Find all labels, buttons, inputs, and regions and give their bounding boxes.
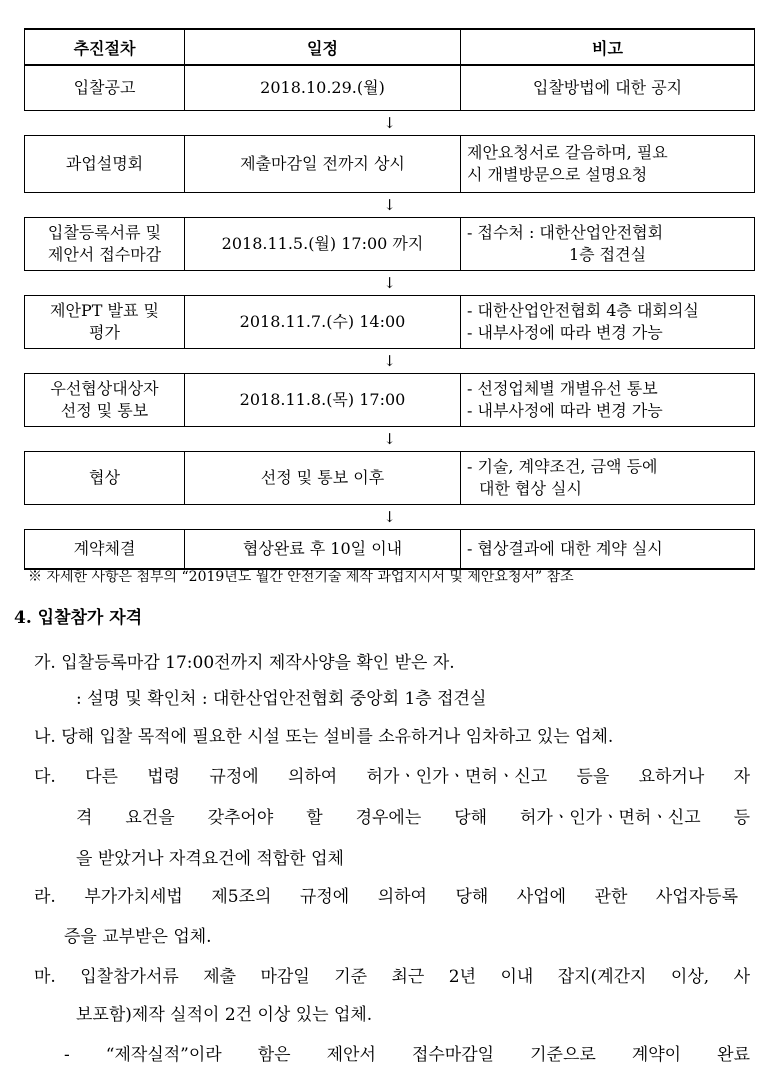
arrow-row xyxy=(25,427,755,452)
note-text: 제안요청서로 갈음하며, 필요 xyxy=(467,143,668,162)
step-cell xyxy=(25,65,185,111)
note-cell xyxy=(461,218,755,271)
note-cell xyxy=(461,296,755,349)
arrow-row xyxy=(25,505,755,530)
table-row xyxy=(25,136,755,193)
step-cell xyxy=(25,452,185,505)
table-header-row xyxy=(25,29,755,65)
table-row xyxy=(25,218,755,271)
note-cell xyxy=(461,374,755,427)
step-text: 제안PT 발표 및 xyxy=(50,301,159,320)
step-text: 우선협상대상자 xyxy=(50,379,159,398)
note-cell xyxy=(461,452,755,505)
down-arrow-icon: ↓ xyxy=(25,111,755,136)
down-arrow-icon: ↓ xyxy=(25,505,755,530)
step-text: 입찰등록서류 및 xyxy=(47,223,162,242)
note-cell xyxy=(461,136,755,193)
step-text: 협상 xyxy=(89,468,120,487)
table-row xyxy=(25,530,755,570)
header-note: 비고 xyxy=(461,29,755,65)
note-text: 대한 협상 실시 xyxy=(479,479,582,498)
step-text: 제안서 접수마감 xyxy=(47,245,162,264)
schedule-cell: 2018.10.29.(월) xyxy=(185,65,461,111)
item-ga: 가. 입찰등록마감 17:00전까지 제작사양을 확인 받은 자. xyxy=(34,653,455,673)
schedule-cell: 2018.11.7.(수) 14:00 xyxy=(185,296,461,349)
note-text: 시 개별방문으로 설명요청 xyxy=(467,165,648,184)
table-row xyxy=(25,296,755,349)
arrow-row xyxy=(25,349,755,374)
note-text: - 접수처 : 대한산업안전협회 xyxy=(467,223,664,242)
step-cell xyxy=(25,136,185,193)
note-cell xyxy=(461,65,755,111)
down-arrow-icon: ↓ xyxy=(25,271,755,296)
down-arrow-icon: ↓ xyxy=(25,427,755,452)
down-arrow-icon: ↓ xyxy=(25,193,755,218)
note-text: - 대한산업안전협회 4층 대회의실 xyxy=(467,301,699,320)
schedule-cell: 협상완료 후 10일 이내 xyxy=(185,530,461,570)
step-cell xyxy=(25,296,185,349)
step-cell xyxy=(25,530,185,570)
step-cell xyxy=(25,218,185,271)
header-schedule: 일정 xyxy=(185,29,461,65)
table-row xyxy=(25,374,755,427)
note-text: - 내부사정에 따라 변경 가능 xyxy=(467,401,663,420)
item-ma-sub: - “제작실적”이라 함은 제안서 접수마감일 기준으로 계약이 완료 xyxy=(64,1045,750,1065)
item-da-line3: 을 받았거나 자격요건에 적합한 업체 xyxy=(76,849,344,869)
item-da-line2: 격 요건을 갖추어야 할 경우에는 당해 허가ㆍ인가ㆍ면허ㆍ신고 등 xyxy=(76,808,750,828)
note-text: - 내부사정에 따라 변경 가능 xyxy=(467,323,663,342)
table-row xyxy=(25,65,755,111)
item-ma-line2: 보포함)제작 실적이 2건 이상 있는 업체. xyxy=(76,1005,373,1025)
item-ra-line2: 증을 교부받은 업체. xyxy=(64,927,212,947)
schedule-cell: 2018.11.8.(목) 17:00 xyxy=(185,374,461,427)
footnote: ※ 자세한 사항은 첨부의 “2019년도 월간 안전기술 제작 과업지시서 및 제안요청서” 참조 xyxy=(28,569,574,585)
note-text: - 기술, 계약조건, 금액 등에 xyxy=(467,457,658,476)
item-ma-line1: 마. 입찰참가서류 제출 마감일 기준 최근 2년 이내 잡지(계간지 이상, 사 xyxy=(34,967,750,987)
item-da-line1: 다. 다른 법령 규정에 의하여 허가ㆍ인가ㆍ면허ㆍ신고 등을 요하거나 자 xyxy=(34,767,750,787)
schedule-cell: 선정 및 통보 이후 xyxy=(185,452,461,505)
arrow-row xyxy=(25,111,755,136)
note-text: 1층 접견실 xyxy=(568,245,647,264)
note-text: 입찰방법에 대한 공지 xyxy=(532,78,683,97)
note-text: - 선정업체별 개별유선 통보 xyxy=(467,379,658,398)
note-cell xyxy=(461,530,755,570)
schedule-cell: 제출마감일 전까지 상시 xyxy=(185,136,461,193)
note-text: - 협상결과에 대한 계약 실시 xyxy=(467,539,663,558)
step-text: 선정 및 통보 xyxy=(60,401,149,420)
header-step: 추진절차 xyxy=(25,29,185,65)
item-na: 나. 당해 입찰 목적에 필요한 시설 또는 설비를 소유하거나 임차하고 있는 업체. xyxy=(34,727,614,747)
item-ga-detail: : 설명 및 확인처 : 대한산업안전협회 중앙회 1층 접견실 xyxy=(76,689,487,709)
step-cell xyxy=(25,374,185,427)
item-ra-line1: 라. 부가가치세법 제5조의 규정에 의하여 당해 사업에 관한 사업자등록 xyxy=(34,887,738,907)
procedure-table xyxy=(24,28,755,570)
step-text: 계약체결 xyxy=(73,539,136,558)
step-text: 평가 xyxy=(89,323,120,342)
arrow-row xyxy=(25,271,755,296)
step-text: 입찰공고 xyxy=(73,78,136,97)
arrow-row xyxy=(25,193,755,218)
down-arrow-icon: ↓ xyxy=(25,349,755,374)
schedule-cell: 2018.11.5.(월) 17:00 까지 xyxy=(185,218,461,271)
step-text: 과업설명회 xyxy=(65,154,144,173)
section-title: 4. 입찰참가 자격 xyxy=(14,608,143,628)
table-row xyxy=(25,452,755,505)
